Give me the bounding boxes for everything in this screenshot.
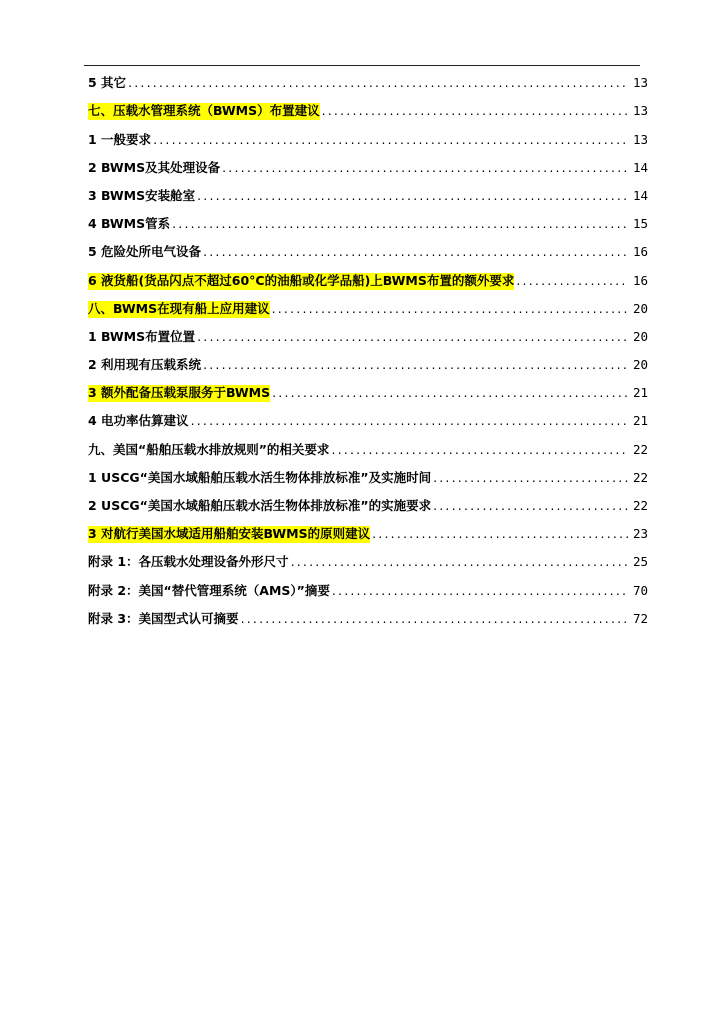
toc-entry-label: 八、BWMS在现有船上应用建议	[88, 300, 270, 316]
toc-entry-label: 1 USCG“美国水域船舶压载水活生物体排放标准”及实施时间	[88, 469, 432, 485]
toc-entry[interactable]	[88, 543, 648, 571]
toc-entry[interactable]	[88, 600, 648, 628]
toc-entry[interactable]	[88, 261, 648, 289]
toc-entry-label: 2 BWMS及其处理设备	[88, 159, 221, 175]
toc-page-number: 21	[632, 385, 648, 401]
toc-entry[interactable]	[88, 402, 648, 430]
toc-dot-leader	[172, 216, 628, 233]
toc-dot-leader	[191, 413, 628, 430]
toc-entry-label: 附录 2：美国“替代管理系统（AMS）”摘要	[88, 582, 330, 598]
toc-entry[interactable]	[88, 64, 648, 92]
toc-dot-leader	[153, 132, 628, 149]
toc-dot-leader	[291, 554, 628, 571]
toc-page-number: 14	[632, 159, 648, 175]
toc-dot-leader	[331, 442, 628, 459]
toc-dot-leader	[516, 273, 628, 290]
toc-page-number: 13	[632, 131, 648, 147]
toc-page-number: 15	[632, 216, 648, 232]
toc-dot-leader	[332, 583, 628, 600]
toc-page-number: 20	[632, 357, 648, 373]
toc-entry[interactable]	[88, 177, 648, 205]
toc-page-number: 13	[632, 103, 648, 119]
toc-page-number: 22	[632, 498, 648, 513]
toc-page-number: 16	[632, 272, 648, 288]
toc-entry-label: 2 利用现有压载系统	[88, 357, 202, 373]
toc-entry[interactable]	[88, 318, 648, 346]
toc-entry[interactable]	[88, 430, 648, 458]
toc-page-number: 20	[632, 300, 648, 316]
toc-page-number: 70	[632, 582, 648, 598]
toc-page-number: 23	[632, 526, 648, 542]
toc-entry[interactable]	[88, 571, 648, 599]
toc-entry-label: 4 电功率估算建议	[88, 413, 189, 429]
toc-entry[interactable]	[88, 290, 648, 318]
toc-entry[interactable]	[88, 487, 648, 515]
toc-dot-leader	[197, 329, 628, 346]
toc-entry-label: 七、压载水管理系统（BWMS）布置建议	[88, 103, 320, 119]
toc-page-number: 22	[632, 469, 648, 485]
toc-entry-label: 5 危险处所电气设备	[88, 244, 202, 260]
toc-entry-label: 3 对航行美国水域适用船舶安装BWMS的原则建议	[88, 526, 371, 542]
toc-entry-label: 1 BWMS布置位置	[88, 328, 196, 344]
toc-dot-leader	[433, 470, 628, 487]
toc-entry-label: 2 USCG“美国水域船舶压载水活生物体排放标准”的实施要求	[88, 498, 432, 513]
toc-entry[interactable]	[88, 515, 648, 543]
toc-entry[interactable]	[88, 205, 648, 233]
toc-entry[interactable]	[88, 92, 648, 120]
toc-page-number: 21	[632, 413, 648, 429]
toc-page-number: 20	[632, 328, 648, 344]
toc-entry[interactable]	[88, 233, 648, 261]
toc-page-number: 14	[632, 187, 648, 203]
toc-entry-label: 6 液货船(货品闪点不超过60°C的油船或化学品船)上BWMS布置的额外要求	[88, 272, 515, 288]
toc-dot-leader	[433, 498, 628, 515]
toc-dot-leader	[197, 188, 628, 205]
toc-dot-leader	[222, 160, 628, 177]
toc-entry-label: 1 一般要求	[88, 131, 152, 147]
toc-dot-leader	[128, 75, 628, 92]
toc-page-number: 72	[632, 610, 648, 626]
toc-entry-label: 4 BWMS管系	[88, 216, 171, 232]
toc-dot-leader	[272, 301, 628, 318]
toc-entry-label: 附录 3：美国型式认可摘要	[88, 610, 239, 626]
toc-dot-leader	[372, 526, 628, 543]
toc-dot-leader	[241, 611, 628, 628]
toc-page-number: 25	[632, 554, 648, 570]
toc-page-number: 22	[632, 441, 648, 457]
toc-entry[interactable]	[88, 374, 648, 402]
toc-entry[interactable]	[88, 346, 648, 374]
toc-dot-leader	[272, 385, 628, 402]
toc-entry-label: 3 额外配备压载泵服务于BWMS	[88, 385, 271, 401]
toc-entry[interactable]	[88, 149, 648, 177]
toc-entry[interactable]	[88, 459, 648, 487]
toc-page-number: 16	[632, 244, 648, 260]
toc-entry-label: 3 BWMS安装舱室	[88, 187, 196, 203]
toc-dot-leader	[203, 244, 628, 261]
toc-page-number: 13	[632, 75, 648, 91]
toc-entry-label: 九、美国“船舶压载水排放规则”的相关要求	[88, 441, 330, 457]
toc-entry-label: 5 其它	[88, 75, 127, 91]
toc-dot-leader	[322, 103, 628, 120]
toc-dot-leader	[203, 357, 628, 374]
toc-entry-label: 附录 1：各压载水处理设备外形尺寸	[88, 554, 289, 570]
toc-entry[interactable]	[88, 120, 648, 148]
table-of-contents	[88, 64, 648, 628]
